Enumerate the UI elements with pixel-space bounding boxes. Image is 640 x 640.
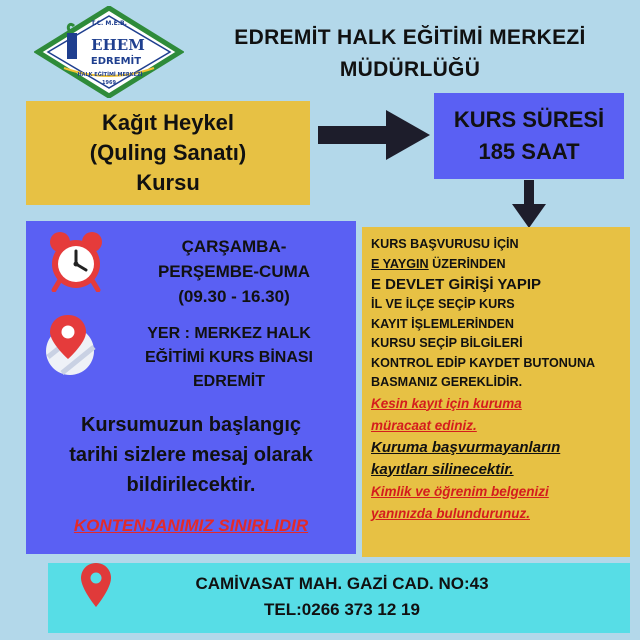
duration-line-1: KURS SÜRESİ <box>453 107 605 132</box>
documents-line-2: yanınızda bulundurunuz. <box>371 505 530 521</box>
start-date-note <box>26 410 356 500</box>
map-pin-icon <box>38 313 102 377</box>
info-line-3: E DEVLET GİRİŞİ YAPIP <box>371 276 542 293</box>
info-line-4: İL VE İLÇE SEÇİP KURS <box>371 297 515 311</box>
place-line-2: EĞİTİMİ KURS BİNASI <box>144 349 313 366</box>
ehem-logo <box>34 6 184 98</box>
arrow-down-icon <box>512 180 546 228</box>
title-line-1: EDREMİT HALK EĞİTİMİ MERKEZİ <box>234 26 586 49</box>
start-line-2: tarihi sizlere mesaj olarak <box>69 444 313 466</box>
contact-info <box>122 571 562 623</box>
e-yaygin-link: E YAYGIN <box>371 256 429 271</box>
alarm-clock-icon <box>46 230 106 292</box>
course-line-2: (Quling Sanatı) <box>89 140 247 165</box>
arrow-right-icon <box>318 110 430 160</box>
documents-line-1: Kimlik ve öğrenim belgenizi <box>371 483 549 499</box>
final-registration-line-1: Kesin kayıt için kuruma <box>371 395 522 411</box>
info-line-2-rest: ÜZERİNDEN <box>428 256 506 271</box>
title-line-2: MÜDÜRLÜĞÜ <box>339 58 481 81</box>
phone-line: TEL:0266 373 12 19 <box>264 600 420 619</box>
course-line-3: Kursu <box>136 170 200 195</box>
course-duration-box <box>434 93 624 179</box>
logo-arc-text: HALK EĞİTİMİ MERKEZİ <box>77 72 143 78</box>
final-registration-line-2: müracaat ediniz. <box>371 417 477 433</box>
map-pin-icon <box>80 562 112 608</box>
start-line-3: bildirilecektir. <box>126 474 256 496</box>
duration-line-2: 185 SAAT <box>478 139 580 164</box>
course-line-1: Kağıt Heykel <box>101 110 235 135</box>
logo-emblem-text: EHEM <box>91 36 145 54</box>
address-line: CAMİVASAT MAH. GAZİ CAD. NO:43 <box>195 574 489 593</box>
start-line-1: Kursumuzun başlangıç <box>80 414 302 436</box>
info-line-7: KONTROL EDİP KAYDET BUTONUNA <box>371 355 596 370</box>
info-line-1: KURS BAŞVURUSU İÇİN <box>371 237 519 251</box>
course-days-hours <box>120 234 348 309</box>
info-line-5: KAYIT İŞLEMLERİNDEN <box>371 316 514 331</box>
course-location <box>104 322 354 394</box>
info-line-8: BASMANIZ GEREKLİDİR. <box>371 375 523 389</box>
registration-info-box <box>362 227 630 557</box>
page-title <box>200 22 620 86</box>
days-line-1: ÇARŞAMBA- <box>181 237 287 256</box>
info-line-6: KURSU SEÇİP BİLGİLERİ <box>371 336 523 350</box>
days-line-2: PERŞEMBE-CUMA <box>157 262 311 281</box>
logo-year-text: 1969 <box>102 80 116 86</box>
hours-line: (09.30 - 16.30) <box>178 287 290 306</box>
place-line-1: YER : MERKEZ HALK <box>147 325 311 342</box>
deletion-warning-line-1: Kuruma başvurmayanların <box>371 438 561 456</box>
info-line-2 <box>371 255 630 275</box>
quota-warning: KONTENJANIMIZ SINIRLIDIR <box>73 516 309 535</box>
deletion-warning-line-2: kayıtları silinecektir. <box>371 460 514 478</box>
place-line-3: EDREMİT <box>193 373 265 390</box>
course-name-box <box>26 101 310 205</box>
logo-city-text: EDREMİT <box>90 56 142 67</box>
logo-top-text: T.C. M.E.B. <box>91 20 127 27</box>
